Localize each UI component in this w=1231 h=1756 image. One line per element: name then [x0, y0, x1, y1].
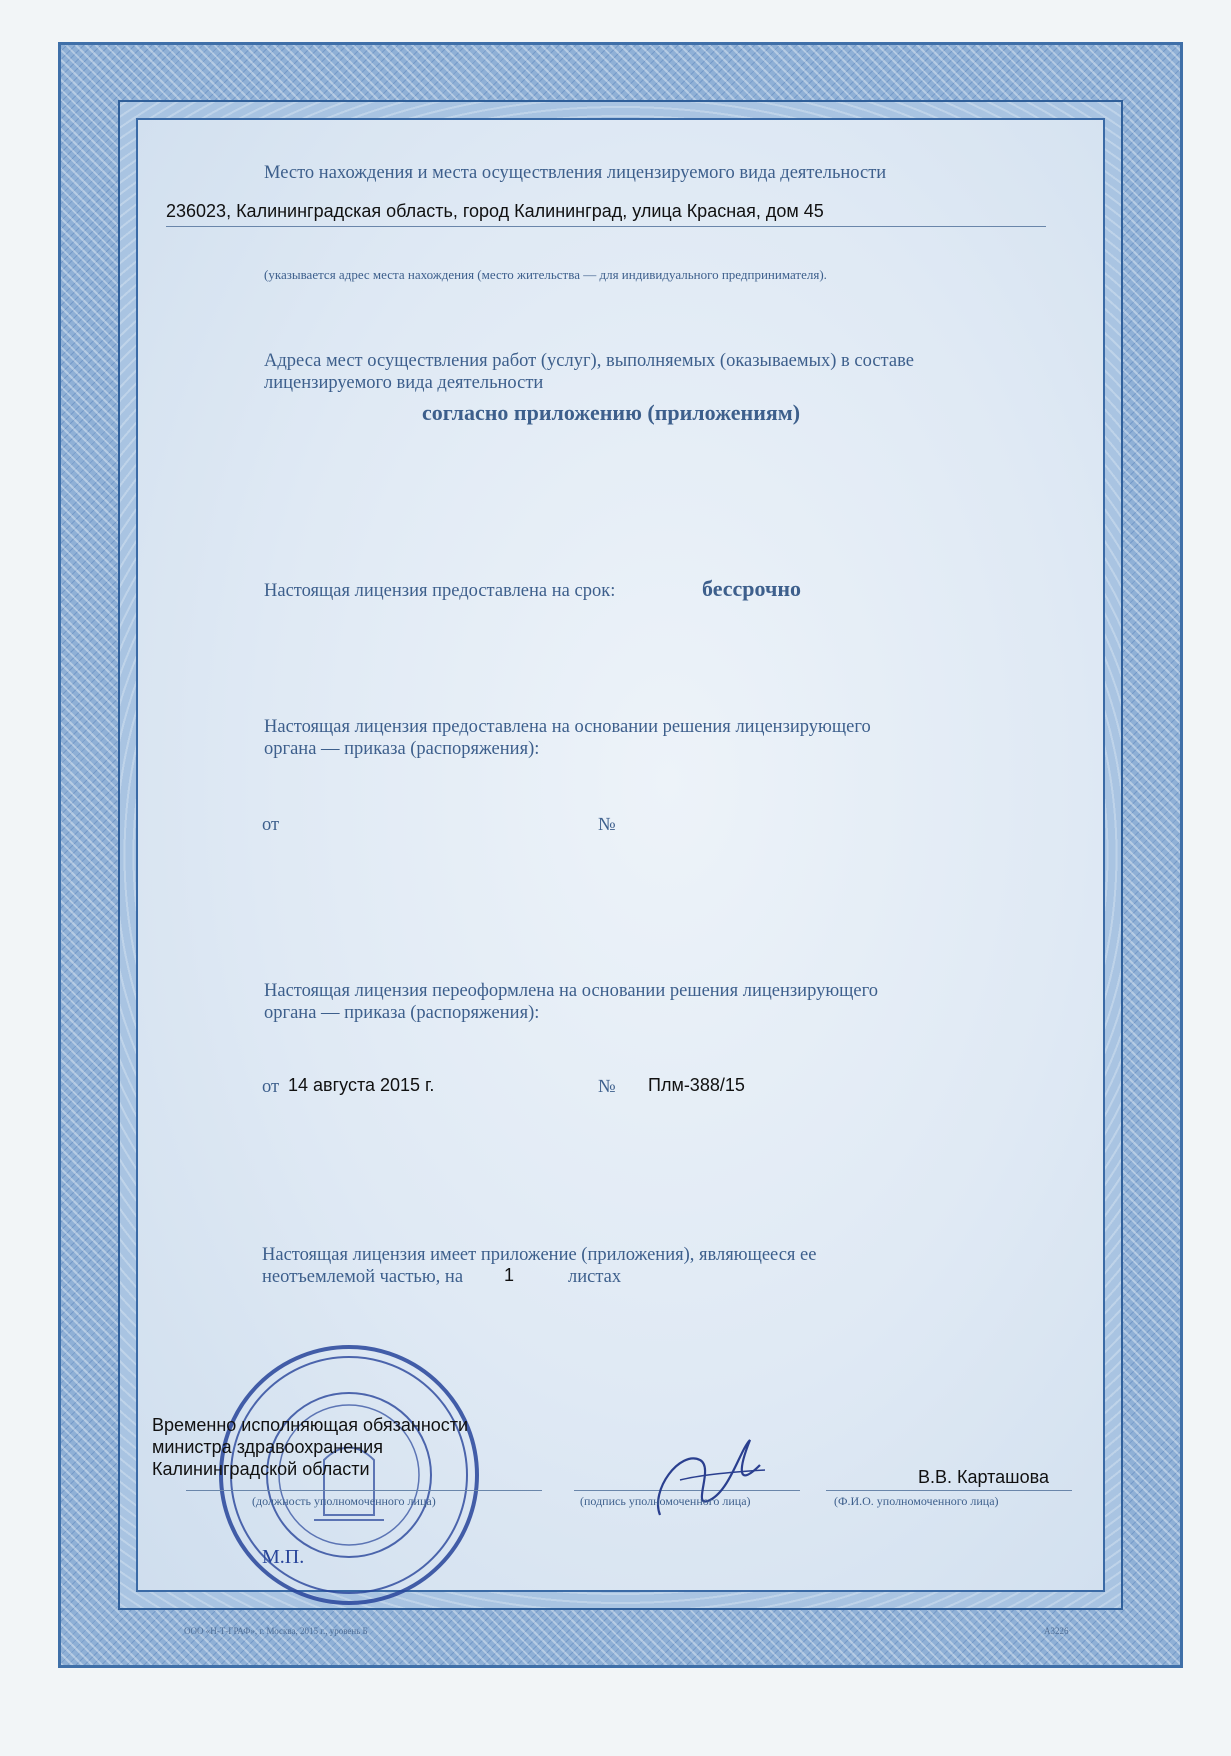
granted-line2: органа — приказа (распоряжения):: [264, 739, 540, 759]
appendix-suffix: листах: [568, 1267, 622, 1287]
position-line: [186, 1490, 542, 1491]
signer-position-line1: Временно исполняющая обязанности: [152, 1415, 469, 1435]
appendix-count: 1: [504, 1265, 515, 1285]
term-label: Настоящая лицензия предоставлена на срок:: [264, 581, 616, 601]
printer-info: ООО «Н-Т-ГРАФ», г. Москва, 2015 г., уровень Б: [184, 1626, 368, 1636]
location-note: (указывается адрес места нахождения (место жительства — для индивидуального предпринимателя).: [264, 267, 827, 282]
works-value: согласно приложению (приложениям): [422, 400, 801, 425]
works-title-line1: Адреса мест осуществления работ (услуг), выполняемых (оказываемых) в составе: [264, 351, 914, 371]
form-code: А3226: [1044, 1626, 1069, 1636]
signature-icon: [640, 1420, 780, 1530]
name-line: [826, 1490, 1072, 1491]
reissued-from-label: от: [262, 1077, 280, 1097]
location-title: Место нахождения и места осуществления лицензируемого вида деятельности: [264, 163, 887, 183]
label-signature: (подпись уполномоченного лица): [580, 1494, 751, 1508]
label-name: (Ф.И.О. уполномоченного лица): [834, 1494, 999, 1508]
signer-position-line2: министра здравоохранения: [152, 1437, 383, 1457]
term-value: бессрочно: [702, 576, 802, 601]
works-title-line2: лицензируемого вида деятельности: [264, 373, 544, 393]
reissued-line2: органа — приказа (распоряжения):: [264, 1003, 540, 1023]
granted-no-label: №: [598, 815, 616, 835]
granted-line1: Настоящая лицензия предоставлена на основании решения лицензирующего: [264, 717, 871, 737]
appendix-line2-prefix: неотъемлемой частью, на: [262, 1267, 464, 1287]
reissued-no-label: №: [598, 1077, 616, 1097]
label-position: (должность уполномоченного лица): [252, 1494, 436, 1508]
signer-position-line3: Калининградской области: [152, 1459, 370, 1479]
reissued-date: 14 августа 2015 г.: [288, 1075, 435, 1095]
stamp-mark: М.П.: [262, 1546, 305, 1568]
location-address: 236023, Калининградская область, город Калининград, улица Красная, дом 45: [166, 201, 824, 221]
granted-from-label: от: [262, 815, 280, 835]
signer-name: В.В. Карташова: [918, 1467, 1050, 1487]
reissued-line1: Настоящая лицензия переоформлена на основании решения лицензирующего: [264, 981, 878, 1001]
underline: [166, 226, 1046, 227]
reissued-number: Плм-388/15: [648, 1075, 745, 1095]
appendix-line1: Настоящая лицензия имеет приложение (приложения), являющееся ее: [262, 1245, 817, 1265]
